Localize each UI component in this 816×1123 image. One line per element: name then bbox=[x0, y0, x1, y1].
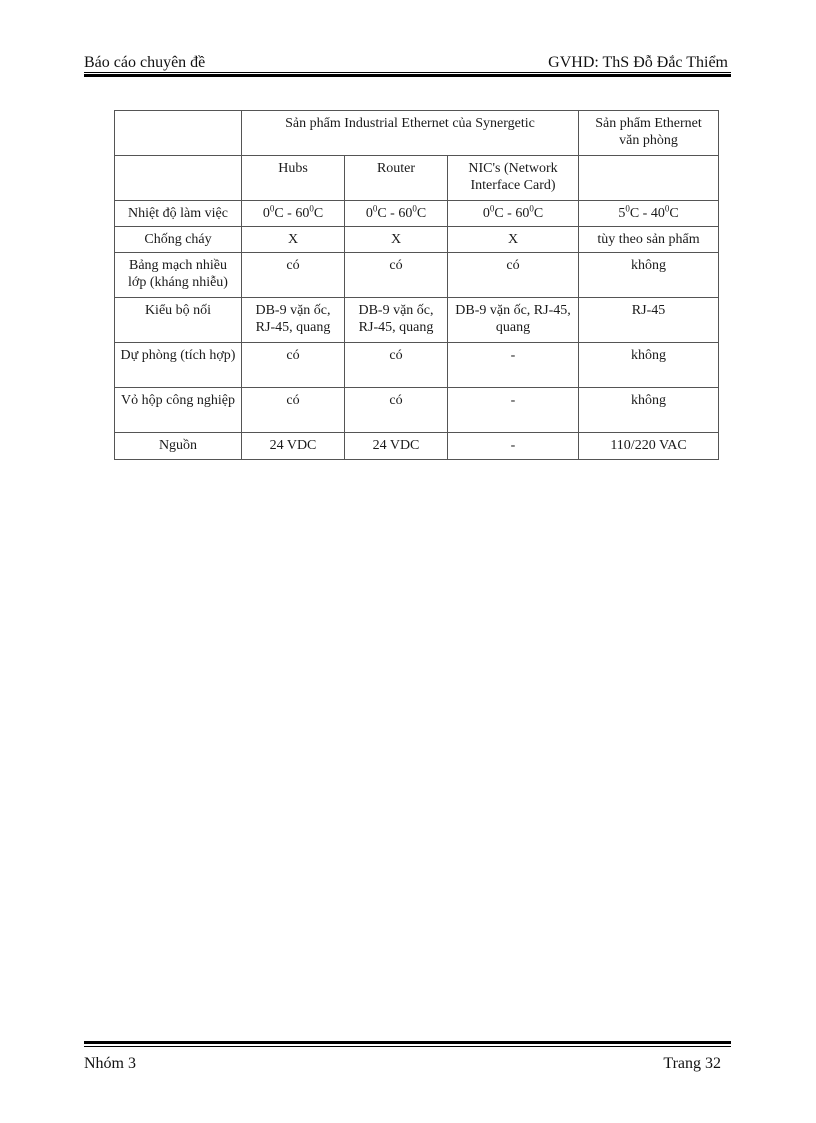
subheader-office bbox=[579, 156, 719, 201]
table-cell: $5^0C - 40^0C$ bbox=[579, 201, 719, 227]
table-cell: có bbox=[242, 343, 345, 388]
table-row bbox=[115, 201, 719, 227]
table-cell: có bbox=[448, 253, 579, 298]
table-cell: không bbox=[579, 253, 719, 298]
table-cell: không bbox=[579, 388, 719, 433]
page-number: Trang 32 bbox=[663, 1055, 721, 1072]
table-cell: DB-9 vặn ốc, RJ-45, quang bbox=[448, 298, 579, 343]
report-title: Báo cáo chuyên đề bbox=[84, 54, 206, 71]
row-label: Vỏ hộp công nghiệp bbox=[115, 388, 242, 433]
row-label: Chống cháy bbox=[115, 227, 242, 253]
table-cell: $0^0C - 60^0C$ bbox=[345, 201, 448, 227]
table-cell: DB-9 vặn ốc, RJ-45, quang bbox=[242, 298, 345, 343]
footer-rule-thin bbox=[84, 1046, 731, 1047]
table-cell: $0^0C - 60^0C$ bbox=[448, 201, 579, 227]
table-cell: 24 VDC bbox=[345, 433, 448, 460]
subheader-hubs: Hubs bbox=[242, 156, 345, 201]
table-cell: X bbox=[448, 227, 579, 253]
table-row bbox=[115, 433, 719, 460]
table-row bbox=[115, 298, 719, 343]
header-rule-thin bbox=[84, 72, 731, 73]
table-cell: X bbox=[345, 227, 448, 253]
table-row bbox=[115, 227, 719, 253]
row-label: Nhiệt độ làm việc bbox=[115, 201, 242, 227]
table-cell: - bbox=[448, 343, 579, 388]
table-cell: $0^0C - 60^0C$ bbox=[242, 201, 345, 227]
table-cell: có bbox=[242, 253, 345, 298]
ethernet-comparison-table bbox=[114, 110, 719, 460]
group-name: Nhóm 3 bbox=[84, 1055, 136, 1072]
row-label: Dự phòng (tích hợp) bbox=[115, 343, 242, 388]
table-cell: có bbox=[345, 343, 448, 388]
subheader-router: Router bbox=[345, 156, 448, 201]
subheader-nic: NIC's (Network Interface Card) bbox=[448, 156, 579, 201]
corner-cell bbox=[115, 111, 242, 156]
table-row bbox=[115, 343, 719, 388]
table-cell: có bbox=[345, 388, 448, 433]
table-cell: không bbox=[579, 343, 719, 388]
page-footer bbox=[84, 1053, 731, 1075]
row-label: Kiểu bộ nối bbox=[115, 298, 242, 343]
row-label: Bảng mạch nhiều lớp (kháng nhiễu) bbox=[115, 253, 242, 298]
office-header: Sản phẩm Ethernet văn phòng bbox=[579, 111, 719, 156]
table-row bbox=[115, 253, 719, 298]
header-rule-thick bbox=[84, 74, 731, 77]
table-cell: có bbox=[345, 253, 448, 298]
table-header-row bbox=[115, 111, 719, 156]
table-cell: - bbox=[448, 433, 579, 460]
footer-rule-thick bbox=[84, 1041, 731, 1044]
table-cell: - bbox=[448, 388, 579, 433]
table-cell: 24 VDC bbox=[242, 433, 345, 460]
industrial-group-header: Sản phẩm Industrial Ethernet của Synergetic bbox=[242, 111, 579, 156]
table-cell: X bbox=[242, 227, 345, 253]
table-row bbox=[115, 388, 719, 433]
table-cell: có bbox=[242, 388, 345, 433]
table-cell: tùy theo sản phẩm bbox=[579, 227, 719, 253]
table-cell: 110/220 VAC bbox=[579, 433, 719, 460]
advisor-name: GVHD: ThS Đỗ Đắc Thiểm bbox=[548, 54, 728, 71]
table-subheader-row bbox=[115, 156, 719, 201]
page-header bbox=[84, 52, 731, 74]
row-label: Nguồn bbox=[115, 433, 242, 460]
corner-cell bbox=[115, 156, 242, 201]
table-cell: RJ-45 bbox=[579, 298, 719, 343]
table-cell: DB-9 vặn ốc, RJ-45, quang bbox=[345, 298, 448, 343]
